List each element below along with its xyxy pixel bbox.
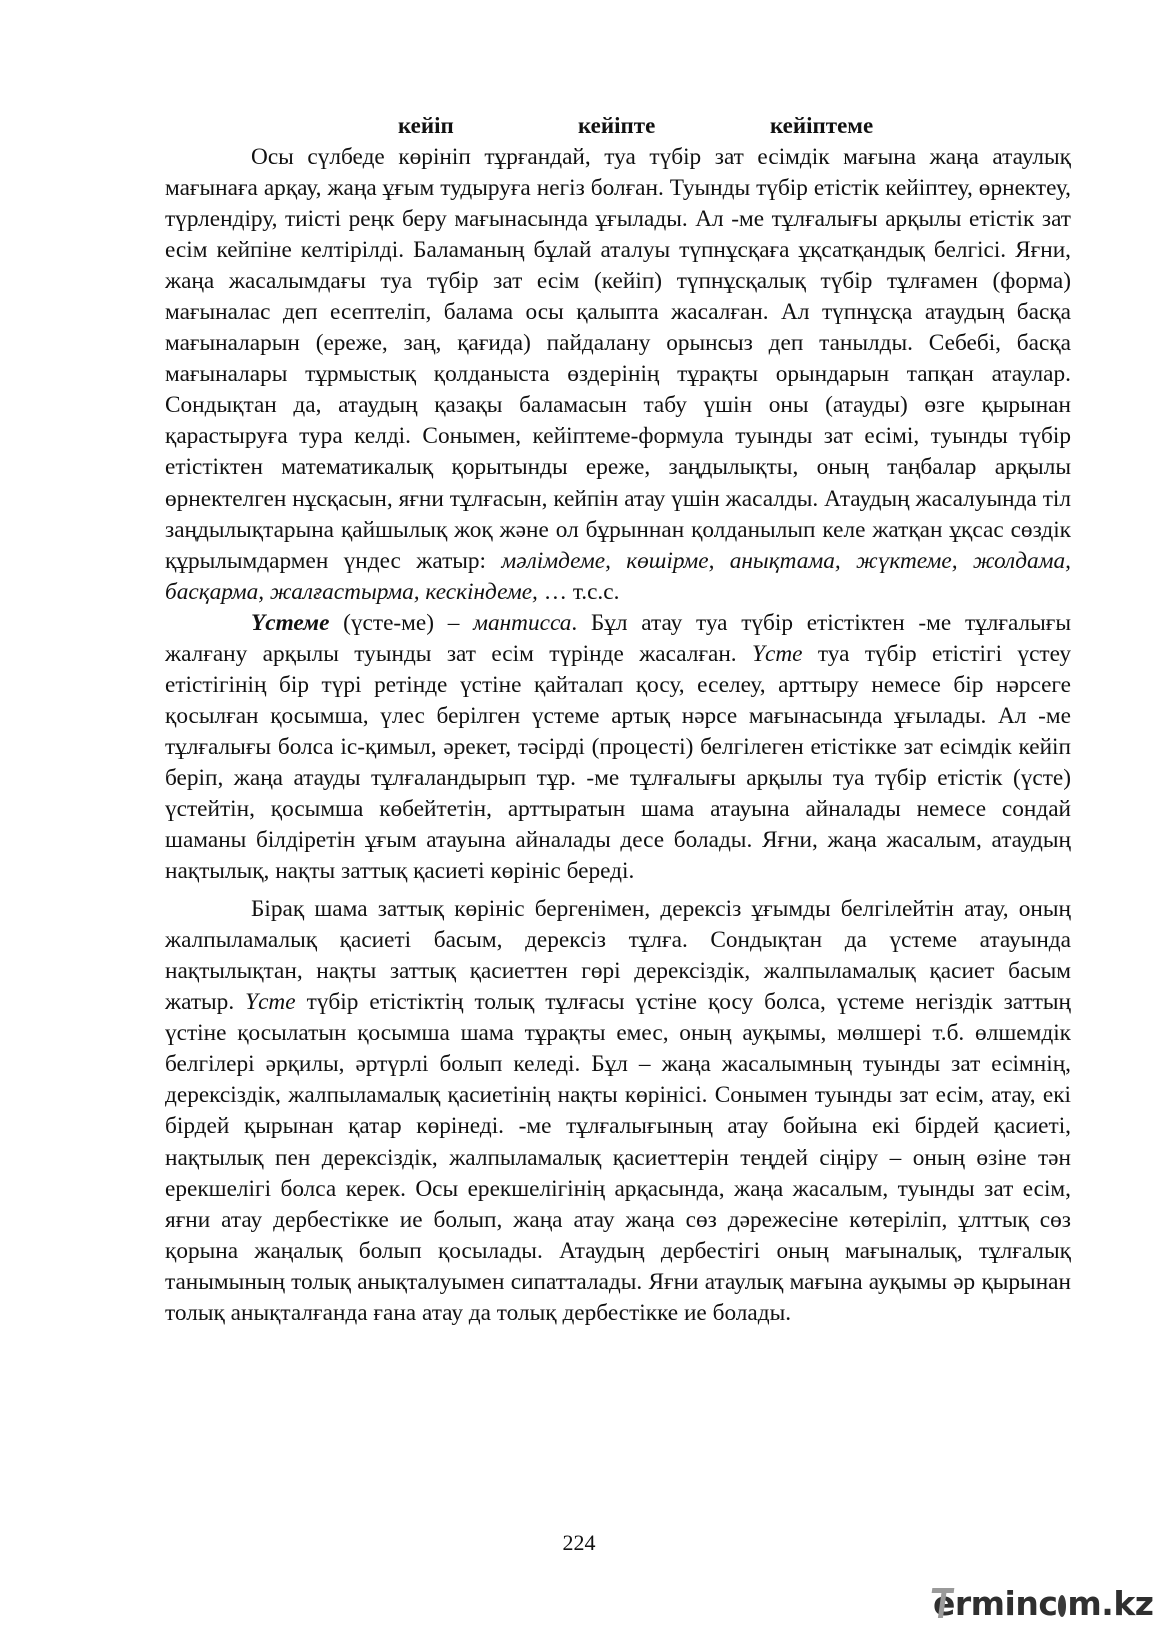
paragraph-1-text: Осы сүлбеде көрініп тұрғандай, туа түбір зат есімдік мағына жаңа атаулық мағынаға арқау, жаңа ұғым тудыруға негіз болған. Туынды түбір етістік кейіптеу, өрнектеу, түрлендіру, тиісті реңк беру мағынасында ұғылады. Ал -ме тұлғалығы арқылы етістік зат есім кейпіне келтірілді. Баламаның бұлай аталуы түпнұсқаға ұқсатқандық белгісі. Яғни, жаңа жасалымдағы туа түбір зат есім (кейіп) түпнұсқалық түбір тұлғамен (форма) мағыналас деп есептеліп, балама осы қалыпта жасалған. Ал түпнұсқа атаудың басқа мағыналарын (ереже, заң, қағида) пайдалану орынсыз деп танылды. Себебі, басқа мағыналары тұрмыстық қолданыста өздерінің тұрақты орындарын тапқан атаулар. Сондықтан да, атаудың қазақы баламасын табу үшін оны (атауды) өзге қырынан қарастыруға тура келді. Сонымен, кейіптеме-формула туынды зат есімі, туынды түбір етістіктен математикалық қорытынды ереже, заңдылықты, оның таңбалар арқылы өрнектелген нұсқасын, яғни тұлғасын, кейпін атау үшін жасалды. Атаудың жасалуында тіл заңдылықтарына қайшылық жоқ және ол бұрыннан қолданылып келе жатқан ұқсас сөздік құрылымдармен үндес жатыр: bbox=[165, 144, 1071, 574]
verb-uste: Үсте bbox=[752, 640, 803, 667]
scheme-word-verb: кейіпте bbox=[578, 113, 656, 138]
verb-uste-2: Үсте bbox=[245, 989, 296, 1016]
paragraph-3-text-a: Бірақ шама заттық көрініс бергенімен, дерексіз ұғымды белгілейтін атау, оның жалпыламалық қасиеті басым, дерексіз тұлға. Сондықтан да үстеме атауында нақтылықтан, нақты заттық қасиеттен гөрі дерексіздік, жалпыламалық қасиет басым жатыр. bbox=[165, 896, 1071, 1016]
page-number: 224 bbox=[562, 1530, 596, 1555]
term-gloss: мантисса bbox=[473, 609, 572, 636]
paragraph-2-text-b: . Бұл атау туа түбір етістіктен -ме тұлғалығы жалғану арқылы туынды зат есім түрінде жасалған. bbox=[165, 609, 1071, 667]
paragraph-1 bbox=[165, 142, 1071, 608]
paragraph-3 bbox=[165, 894, 1071, 1329]
paragraph-2-text-a: (үсте-ме) – bbox=[329, 609, 474, 636]
logo-text-part2: m.kz bbox=[1067, 1583, 1154, 1623]
scheme-word-noun: кейіптеме bbox=[770, 113, 874, 138]
paragraph-2-text-c: туа түбір етістігі үстеу етістігінің бір түрі ретінде үстіне қайталап қосу, еселеу, арттыру немесе бір нәрсеге қосылған қосымша, үлес берілген үстеме артық нәрсе мағынасында ұғылады. Ал -ме тұлғалығы болса іс-қимыл, әрекет, тәсірді (процесті) белгілеген етістікке зат есімдік кейіп беріп, жаңа атауды тұлғаландырып тұр. -ме тұлғалығы арқылы туа түбір етістік (үсте) үстейтін, қосымша көбейтетін, арттыратын шама атауына айналады немесе сондай шаманы білдіретін ұғым атауына айналады десе болады. Яғни, жаңа жасалым, атаудың нақтылық, нақты заттық қасиеті көрініс береді. bbox=[165, 640, 1072, 885]
term-usteme: Үстеме bbox=[251, 609, 330, 636]
paragraph-3-text-b: түбір етістіктің толық тұлғасы үстіне қосу болса, үстеме негіздік заттың үстіне қосылатын қосымша шама тұрақты емес, оның ауқымы, мөлшері т.б. өлшемдік белгілері әрқилы, әртүрлі болып келеді. Бұл – жаңа жасалымның туынды зат есімнің, дерексіздік, жалпыламалық қасиетінің нақты көрінісі. Сонымен туынды зат есім, атау, екі бірдей қырынан қатар көрінеді. -ме тұлғалығының атау бойына екі бірдей қасиеті, нақтылық пен дерексіздік, жалпыламалық қасиеттерін теңдей сіңіру – оның өзіне тән ерекшелігі болса керек. Осы ерекшелігінің арқасында, жаңа жасалым, туынды зат есім, яғни атау дербестікке ие болып, жаңа атау жаңа сөз дәрежесіне көтеріліп, ұлттық сөз қорына жаңалық болып қосылады. Атаудың дербестігі оның мағыналық, тұлғалық танымының толық анықталуымен сипатталады. Яғни атаулық мағына ауқымы әр қырынан толық анықталғанда ғана атау да толық дербестікке ие болады. bbox=[165, 989, 1072, 1326]
paragraph-2 bbox=[165, 608, 1071, 887]
logo-o-ring-icon bbox=[1058, 1595, 1066, 1617]
paragraph-1-tail: … т.с.с. bbox=[537, 578, 620, 605]
paragraph-1-examples: мәлімдеме, көшірме, анықтама, жүктеме, жолдама, басқарма, жалғастырма, кескіндеме, bbox=[165, 547, 1071, 605]
body-text bbox=[165, 142, 1071, 1329]
logo-text-part1: erminc bbox=[933, 1583, 1058, 1623]
termincom-logo bbox=[932, 1581, 1154, 1625]
scheme-word-root: кейіп bbox=[398, 113, 454, 138]
